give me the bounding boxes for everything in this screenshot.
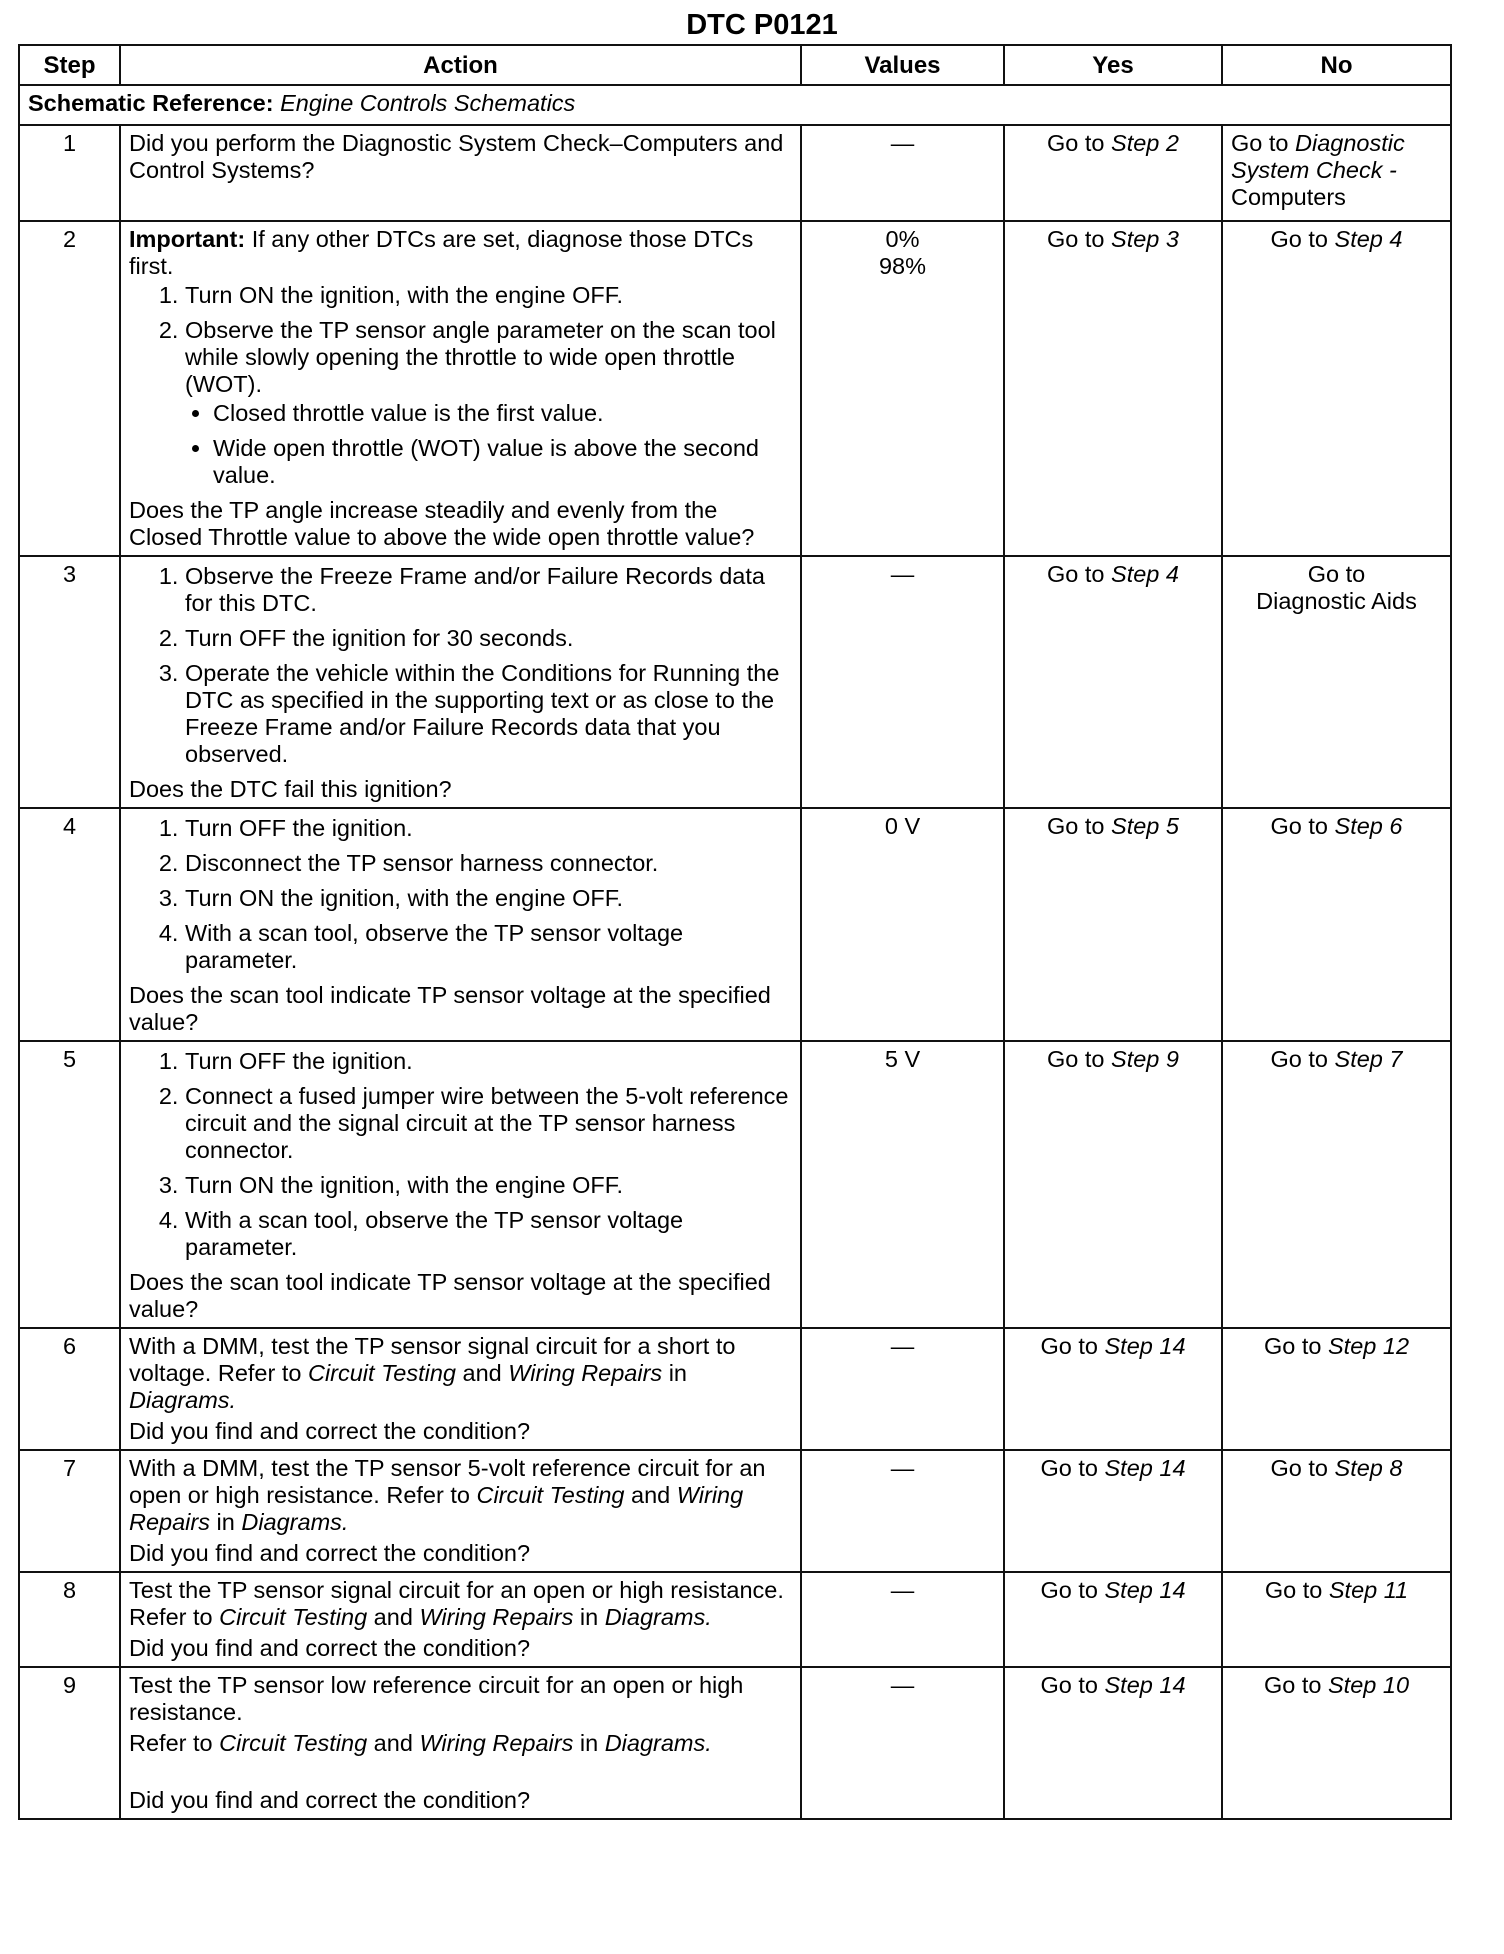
action-text: Test the TP sensor low reference circuit for an open or high resistance. (129, 1672, 744, 1725)
step-value (801, 221, 1004, 556)
diagnostic-table (18, 44, 1452, 1820)
yes-cell (1004, 1328, 1222, 1450)
no-cell (1222, 125, 1451, 221)
refer-text: in (573, 1730, 605, 1756)
yes-link[interactable]: Step 3 (1111, 226, 1179, 252)
go-to-label: Go to (1047, 561, 1105, 587)
action-text: With a DMM, test the TP sensor 5-volt reference circuit for an open or high resistance. (129, 1455, 766, 1508)
step-action (120, 556, 801, 808)
list-item: 3. Turn ON the ignition, with the engine OFF. (185, 885, 792, 912)
go-to-label: Go to (1263, 1333, 1322, 1359)
no-cell (1222, 221, 1451, 556)
step-question: Does the scan tool indicate TP sensor voltage at the specified value? (129, 1269, 771, 1322)
refer-text: in (573, 1604, 605, 1630)
yes-link[interactable]: Step 14 (1104, 1455, 1186, 1481)
action-text: Test the TP sensor signal circuit for an open or high resistance. (129, 1577, 784, 1603)
no-cell (1222, 556, 1451, 808)
schematic-link[interactable]: Engine Controls Schematics (280, 90, 576, 116)
no-link[interactable]: Diagnostic System Check - (1231, 130, 1405, 183)
go-to-label: Go to (1047, 130, 1105, 156)
refer-text: and (367, 1604, 420, 1630)
wiring-repairs-link[interactable]: Wiring Repairs (419, 1730, 574, 1756)
list-item: 3. Turn ON the ignition, with the engine OFF. (185, 1172, 792, 1199)
header-step: Step (19, 45, 120, 85)
step-row-3 (19, 556, 1451, 808)
circuit-testing-link[interactable]: Circuit Testing (307, 1360, 456, 1386)
yes-link[interactable]: Step 14 (1104, 1577, 1186, 1603)
no-link-tail: Computers (1231, 184, 1346, 210)
list-item: 3. Operate the vehicle within the Conditions for Running the DTC as specified in the supporting text or as close to the Freeze Frame and/or Failure Records data that you observed. (185, 660, 792, 768)
schematic-reference (19, 85, 1451, 125)
step-number: 6 (19, 1328, 120, 1450)
step-number: 7 (19, 1450, 120, 1572)
yes-cell (1004, 125, 1222, 221)
no-cell (1222, 1041, 1451, 1328)
no-cell (1222, 808, 1451, 1041)
step-row-6 (19, 1328, 1451, 1450)
circuit-testing-link[interactable]: Circuit Testing (219, 1604, 368, 1630)
step-row-1 (19, 125, 1451, 221)
step-action (120, 808, 801, 1041)
header-action: Action (120, 45, 801, 85)
no-cell (1222, 1328, 1451, 1450)
wiring-repairs-link[interactable]: Wiring Repairs (419, 1604, 574, 1630)
refer-text: in (662, 1360, 687, 1386)
go-to-label: Go to (1270, 813, 1328, 839)
step-question: Did you find and correct the condition? (129, 1787, 531, 1813)
yes-cell (1004, 221, 1222, 556)
circuit-testing-link[interactable]: Circuit Testing (476, 1482, 625, 1508)
refer-text: Refer to (129, 1604, 220, 1630)
step-action (120, 1328, 801, 1450)
step-list (129, 1048, 792, 1261)
go-to-label: Go to (1270, 1455, 1328, 1481)
list-item: 1. Turn ON the ignition, with the engine OFF. (185, 282, 792, 309)
refer-text: and (624, 1482, 677, 1508)
step-action (120, 221, 801, 556)
step-question: Does the scan tool indicate TP sensor voltage at the specified value? (129, 982, 771, 1035)
schematic-label: Schematic Reference: (28, 90, 274, 116)
important-label: Important: (129, 226, 246, 252)
list-item: 4. With a scan tool, observe the TP sensor voltage parameter. (185, 920, 792, 974)
no-cell (1222, 1572, 1451, 1667)
step-number: 5 (19, 1041, 120, 1328)
go-to-label: Go to (1047, 813, 1105, 839)
action-text: With a DMM, test the TP sensor signal circuit for a short to voltage. (129, 1333, 736, 1386)
refer-text: Refer to (386, 1482, 477, 1508)
step-number: 8 (19, 1572, 120, 1667)
bullet-item: • Closed throttle value is the first value. (213, 400, 792, 427)
no-link[interactable]: Step 10 (1328, 1672, 1410, 1698)
list-item (185, 317, 792, 489)
yes-cell (1004, 556, 1222, 808)
step-value: — (801, 556, 1004, 808)
yes-cell (1004, 1450, 1222, 1572)
circuit-testing-link[interactable]: Circuit Testing (219, 1730, 368, 1756)
step-number: 2 (19, 221, 120, 556)
go-to-label: Go to (1040, 1577, 1098, 1603)
yes-link[interactable]: Step 4 (1111, 561, 1179, 587)
list-item: 1. Observe the Freeze Frame and/or Failure Records data for this DTC. (185, 563, 792, 617)
go-to-label: Go to (1040, 1672, 1098, 1698)
refer-text: Refer to (129, 1730, 220, 1756)
go-to-label: Go to (1263, 1672, 1322, 1698)
bullet-item: • Wide open throttle (WOT) value is above the second value. (213, 435, 792, 489)
diagrams-link[interactable]: Diagrams. (604, 1730, 712, 1756)
step-value: — (801, 1328, 1004, 1450)
no-link[interactable]: Diagnostic Aids (1256, 588, 1417, 614)
no-link[interactable]: Step 8 (1334, 1455, 1403, 1481)
go-to-label: Go to (1270, 226, 1328, 252)
step-number: 3 (19, 556, 120, 808)
list-item: 4. With a scan tool, observe the TP sensor voltage parameter. (185, 1207, 792, 1261)
yes-link[interactable]: Step 9 (1111, 1046, 1179, 1072)
step-list (129, 282, 792, 489)
no-link[interactable]: Step 6 (1334, 813, 1403, 839)
no-link[interactable]: Step 12 (1328, 1333, 1410, 1359)
step-number: 1 (19, 125, 120, 221)
step-value: — (801, 1667, 1004, 1819)
step-row-5 (19, 1041, 1451, 1328)
go-to-label: Go to (1040, 1333, 1098, 1359)
diagrams-link[interactable]: Diagrams. (241, 1509, 349, 1535)
refer-text: and (456, 1360, 509, 1386)
go-to-label: Go to (1047, 1046, 1105, 1072)
list-item: 1. Turn OFF the ignition. (185, 815, 792, 842)
go-to-label: Go to (1040, 1455, 1098, 1481)
list-item-text: Observe the TP sensor angle parameter on the scan tool while slowly opening the throttle to wide open throttle (WOT). (185, 317, 776, 397)
yes-cell (1004, 1041, 1222, 1328)
step-value: 5 V (801, 1041, 1004, 1328)
step-row-2 (19, 221, 1451, 556)
step-value: 0 V (801, 808, 1004, 1041)
yes-link[interactable]: Step 5 (1111, 813, 1179, 839)
step-action (120, 1041, 801, 1328)
wiring-repairs-link[interactable]: Wiring Repairs (508, 1360, 663, 1386)
step-action (120, 1450, 801, 1572)
go-to-label: Go to (1047, 226, 1105, 252)
step-list (129, 563, 792, 768)
important-text: If any other DTCs are set, diagnose those DTCs first. (129, 226, 754, 279)
no-cell (1222, 1667, 1451, 1819)
step-question: Does the DTC fail this ignition? (129, 776, 452, 802)
yes-link[interactable]: Step 14 (1104, 1333, 1186, 1359)
step-action (120, 1572, 801, 1667)
step-row-8 (19, 1572, 1451, 1667)
go-to-label: Go to (1307, 561, 1366, 587)
go-to-label: Go to (1264, 1577, 1323, 1603)
step-list (129, 815, 792, 974)
go-to-label: Go to (1231, 130, 1289, 156)
list-item: 2. Turn OFF the ignition for 30 seconds. (185, 625, 792, 652)
diagrams-link[interactable]: Diagrams. (129, 1387, 237, 1413)
refer-text: in (209, 1509, 242, 1535)
step-value: — (801, 1450, 1004, 1572)
bullet-list (185, 400, 792, 489)
page-title: DTC P0121 (686, 9, 838, 41)
go-to-label: Go to (1270, 1046, 1328, 1072)
diagrams-link[interactable]: Diagrams. (604, 1604, 712, 1630)
wiring-repairs-link[interactable]: Wiring Repairs (129, 1482, 744, 1535)
step-question: Did you find and correct the condition? (129, 1540, 531, 1566)
step-number: 4 (19, 808, 120, 1041)
step-question: Does the TP angle increase steadily and evenly from the Closed Throttle value to above the wide open throttle value? (129, 497, 755, 550)
step-row-9 (19, 1667, 1451, 1819)
no-link[interactable]: Step 11 (1328, 1577, 1409, 1603)
step-question: Did you find and correct the condition? (129, 1635, 531, 1661)
header-values: Values (801, 45, 1004, 85)
refer-text: and (367, 1730, 420, 1756)
value-closed: 0% (885, 226, 920, 252)
step-row-7 (19, 1450, 1451, 1572)
list-item: 2. Connect a fused jumper wire between the 5-volt reference circuit and the signal circuit at the TP sensor harness connector. (185, 1083, 792, 1164)
step-question: Did you find and correct the condition? (129, 1418, 531, 1444)
yes-link[interactable]: Step 14 (1104, 1672, 1186, 1698)
schematic-reference-row (19, 85, 1451, 125)
step-value: — (801, 125, 1004, 221)
yes-link[interactable]: Step 2 (1111, 130, 1179, 156)
no-link[interactable]: Step 4 (1334, 226, 1403, 252)
step-action (120, 1667, 801, 1819)
header-row (19, 45, 1451, 85)
no-cell (1222, 1450, 1451, 1572)
action-text: Did you perform the Diagnostic System Check–Computers and Control Systems? (129, 130, 784, 183)
list-item: 1. Turn OFF the ignition. (185, 1048, 792, 1075)
step-value: — (801, 1572, 1004, 1667)
step-row-4 (19, 808, 1451, 1041)
yes-cell (1004, 808, 1222, 1041)
yes-cell (1004, 1572, 1222, 1667)
value-wot: 98% (878, 253, 927, 279)
step-action (120, 125, 801, 221)
header-no: No (1222, 45, 1451, 85)
yes-cell (1004, 1667, 1222, 1819)
no-link[interactable]: Step 7 (1334, 1046, 1403, 1072)
header-yes: Yes (1004, 45, 1222, 85)
step-number: 9 (19, 1667, 120, 1819)
refer-text: Refer to (217, 1360, 308, 1386)
list-item: 2. Disconnect the TP sensor harness connector. (185, 850, 792, 877)
